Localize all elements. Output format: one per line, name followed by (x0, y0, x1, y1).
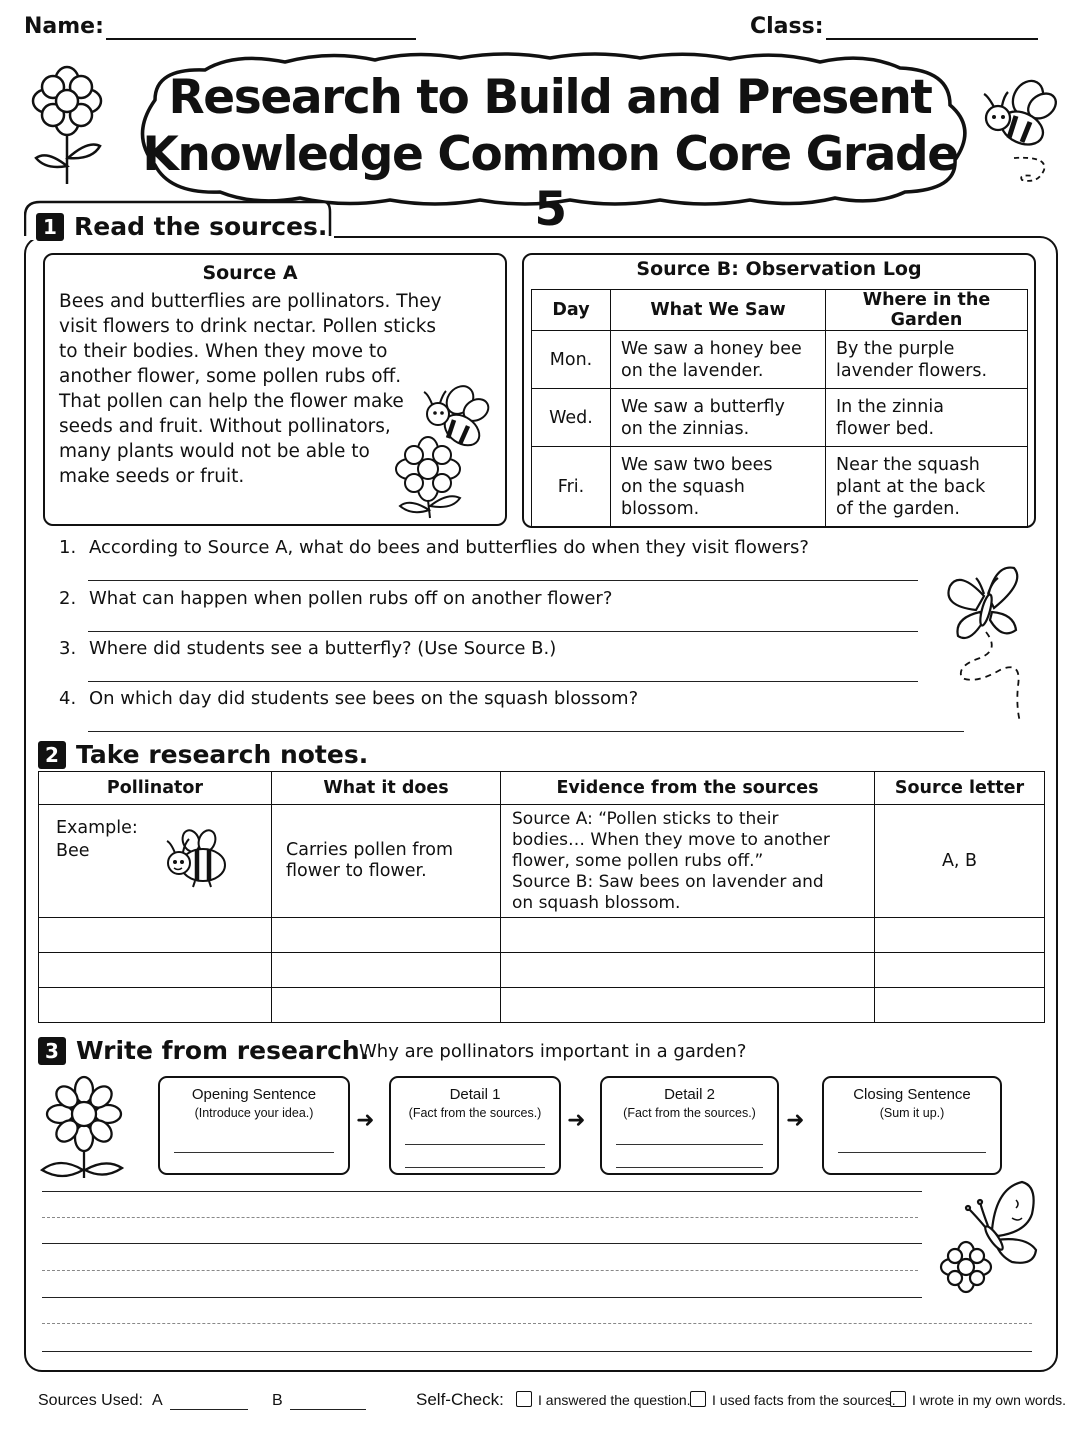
arrow-right-icon: ➜ (567, 1108, 586, 1133)
box-title: Detail 1 (449, 1086, 501, 1103)
observation-log-table (531, 289, 1028, 528)
what-we-saw-cell: We saw a butterfly on the zinnias. (611, 389, 826, 447)
source-a-line: another flower, some pollen rubs off. (59, 366, 402, 387)
name-label: Name: (24, 14, 104, 39)
butterfly-on-flower-icon (930, 1178, 1048, 1302)
blank-cell[interactable] (501, 988, 875, 1023)
blank-cell[interactable] (875, 953, 1045, 988)
table-row (39, 988, 1045, 1023)
opening-sentence-box[interactable] (158, 1076, 350, 1175)
box-subtitle: (Fact from the sources.) (623, 1106, 756, 1120)
self-check-label: Self-Check: (416, 1390, 504, 1409)
box-answer-line[interactable] (838, 1152, 986, 1153)
source-a-line: make seeds or fruit. (59, 466, 245, 487)
closing-sentence-box[interactable] (822, 1076, 1002, 1175)
day-cell: Mon. (532, 331, 611, 389)
day-cell: Wed. (532, 389, 611, 447)
blank-cell[interactable] (501, 918, 875, 953)
section2-heading (38, 740, 368, 769)
answer-line-3[interactable] (88, 681, 918, 682)
writing-line[interactable] (42, 1351, 1032, 1352)
checkbox-own-words[interactable] (890, 1391, 906, 1407)
source-b-label: B (272, 1392, 283, 1409)
section2-title: Take research notes. (76, 740, 369, 769)
table-row (39, 953, 1045, 988)
section3-number: 3 (38, 1037, 66, 1065)
section3-prompt: Why are pollinators important in a garden? (359, 1041, 747, 1062)
writing-midline (42, 1270, 918, 1271)
section1-heading (36, 212, 327, 241)
box-answer-line[interactable] (405, 1167, 545, 1168)
section1-title: Read the sources. (74, 212, 328, 241)
blank-cell[interactable] (272, 953, 501, 988)
evidence-cell: Source A: “Pollen sticks to their bodies… When they move to another flower, some pollen rubs off.” Source B: Saw bees on lavender and on squash blossom. (501, 805, 875, 918)
where-cell: Near the squash plant at the back of the garden. (826, 447, 1028, 528)
blank-cell[interactable] (39, 953, 272, 988)
title-line-2: Knowledge Common Core Grade 5 (142, 127, 958, 237)
where-cell: In the zinnia flower bed. (826, 389, 1028, 447)
source-a-line: Bees and butterflies are pollinators. They (59, 291, 442, 312)
source-b-field[interactable] (290, 1409, 366, 1410)
table-row (532, 389, 1028, 447)
class-field[interactable] (826, 38, 1038, 40)
box-subtitle: (Sum it up.) (879, 1106, 945, 1120)
bee-on-flower-icon (388, 382, 498, 520)
what-it-does-cell: Carries pollen from flower to flower. (272, 805, 501, 918)
day-cell: Fri. (532, 447, 611, 528)
bee-icon (165, 827, 235, 891)
answer-line-4[interactable] (88, 731, 964, 732)
writing-line[interactable] (42, 1297, 922, 1298)
name-field[interactable] (106, 38, 416, 40)
source-a-line: seeds and fruit. Without pollinators, (59, 416, 391, 437)
flower-icon (22, 62, 112, 188)
box-title: Closing Sentence (853, 1086, 971, 1103)
research-notes-table (38, 771, 1045, 1023)
table-header: Pollinator (39, 772, 272, 805)
sources-used-label: Sources Used: (38, 1392, 143, 1409)
what-we-saw-cell: We saw a honey bee on the lavender. (611, 331, 826, 389)
box-subtitle: (Fact from the sources.) (408, 1106, 542, 1120)
title-line-1: Research to Build and Present (168, 70, 932, 125)
writing-line[interactable] (42, 1191, 922, 1192)
example-pollinator: Bee (56, 841, 90, 861)
source-a-line: That pollen can help the flower make (59, 391, 404, 412)
question-4: 4. On which day did students see bees on the squash blossom? (59, 688, 639, 709)
writing-midline (42, 1217, 918, 1218)
table-row (39, 918, 1045, 953)
table-header: Day (532, 290, 611, 331)
answer-line-1[interactable] (88, 580, 918, 581)
check-label: I used facts from the sources. (712, 1392, 896, 1408)
writing-midline (42, 1323, 1032, 1324)
table-header: Source letter (875, 772, 1045, 805)
section3-title: Write from research. (76, 1036, 370, 1065)
source-a-label: A (152, 1392, 163, 1409)
section1-number: 1 (36, 213, 64, 241)
writing-line[interactable] (42, 1243, 922, 1244)
section2-number: 2 (38, 741, 66, 769)
blank-cell[interactable] (875, 918, 1045, 953)
table-row (39, 805, 1045, 918)
class-label: Class: (750, 14, 824, 39)
table-row (532, 447, 1028, 528)
blank-cell[interactable] (39, 988, 272, 1023)
box-title: Opening Sentence (191, 1086, 317, 1103)
source-a-title: Source A (202, 262, 298, 284)
bee-icon (978, 76, 1068, 194)
source-a-line: visit flowers to drink nectar. Pollen sticks (59, 316, 437, 337)
box-answer-line[interactable] (405, 1144, 545, 1145)
arrow-right-icon: ➜ (356, 1108, 375, 1133)
box-title: Detail 2 (664, 1086, 715, 1103)
source-a-line: to their bodies. When they move to (59, 341, 388, 362)
what-we-saw-cell: We saw two bees on the squash blossom. (611, 447, 826, 528)
blank-cell[interactable] (272, 918, 501, 953)
source-a-line: many plants would not be able to (59, 441, 370, 462)
blank-cell[interactable] (39, 918, 272, 953)
source-letter-cell: A, B (875, 805, 1045, 918)
table-header: Evidence from the sources (501, 772, 875, 805)
check-label: I wrote in my own words. (912, 1392, 1067, 1408)
box-answer-line[interactable] (616, 1167, 763, 1168)
arrow-right-icon: ➜ (786, 1108, 805, 1133)
source-a-field[interactable] (170, 1409, 248, 1410)
checkbox-used-facts[interactable] (690, 1391, 706, 1407)
detail-2-box[interactable] (600, 1076, 779, 1175)
source-b-title: Source B: Observation Log (636, 258, 922, 280)
box-answer-line[interactable] (174, 1152, 334, 1153)
check-label: I answered the question. (538, 1392, 691, 1408)
butterfly-icon (940, 560, 1030, 726)
example-label: Example: (56, 818, 138, 838)
box-answer-line[interactable] (616, 1144, 763, 1145)
detail-1-box[interactable] (389, 1076, 561, 1175)
table-row (532, 331, 1028, 389)
blank-cell[interactable] (272, 988, 501, 1023)
answer-line-2[interactable] (88, 631, 918, 632)
where-cell: By the purple lavender flowers. (826, 331, 1028, 389)
box-subtitle: (Introduce your idea.) (194, 1106, 314, 1120)
table-header: What We Saw (611, 290, 826, 331)
blank-cell[interactable] (875, 988, 1045, 1023)
table-header: Where in the Garden (826, 290, 1028, 331)
section3-heading (38, 1036, 369, 1065)
question-1: 1. According to Source A, what do bees and butterflies do when they visit flowers? (59, 537, 809, 558)
question-3: 3. Where did students see a butterfly? (Use Source B.) (59, 638, 557, 659)
flower-icon (36, 1074, 128, 1182)
pollinator-cell (39, 805, 272, 918)
question-2: 2. What can happen when pollen rubs off on another flower? (59, 588, 613, 609)
checkbox-answered[interactable] (516, 1391, 532, 1407)
blank-cell[interactable] (501, 953, 875, 988)
table-header: What it does (272, 772, 501, 805)
